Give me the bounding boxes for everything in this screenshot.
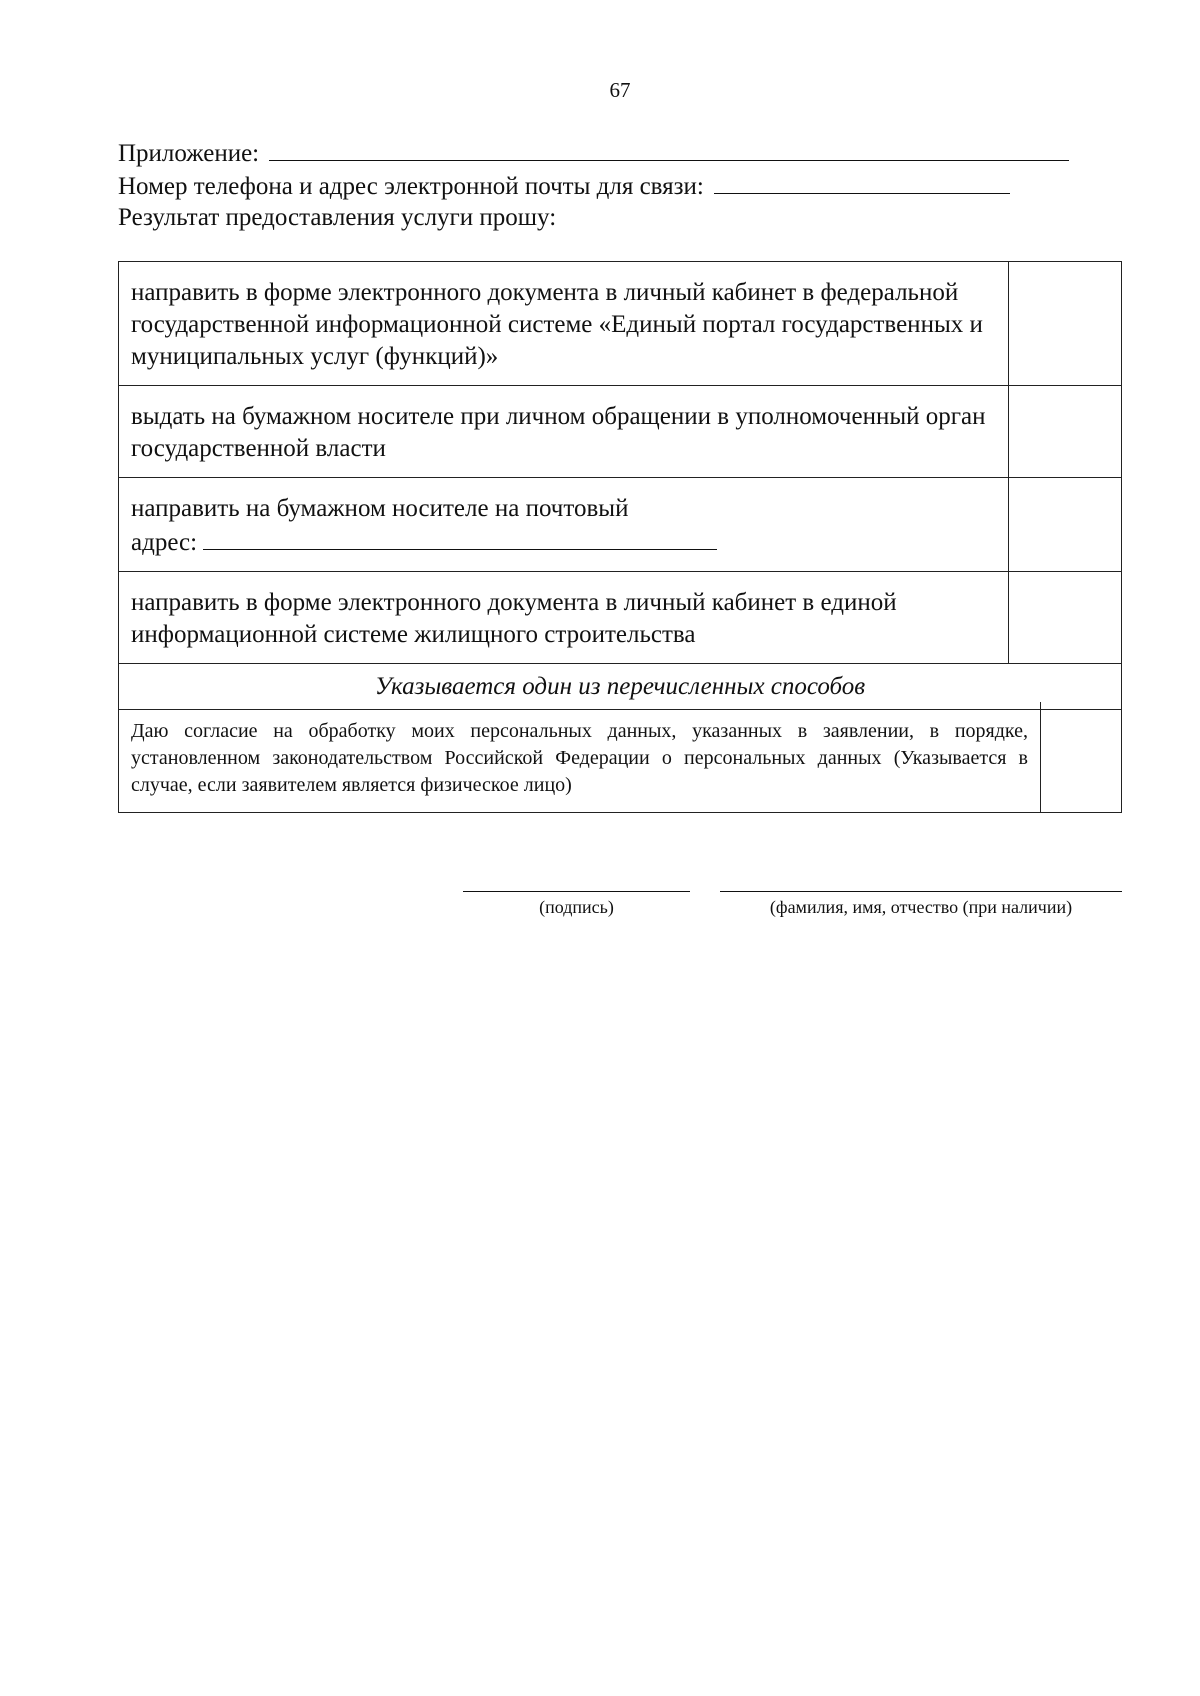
contact-row bbox=[118, 171, 1010, 202]
consent-text: Даю согласие на обработку моих персональных данных, указанных в заявлении, в порядке, установленном законодательством Российской Федерации о персональных данных (Указывается в случае, если заявителем является физическое лицо) bbox=[119, 702, 1041, 813]
postal-address-field[interactable] bbox=[203, 525, 717, 550]
postal-address-label: адрес: bbox=[131, 529, 198, 556]
option-row bbox=[119, 572, 1122, 664]
consent-table bbox=[118, 702, 1122, 813]
option-checkbox[interactable] bbox=[1009, 478, 1122, 572]
option-text: направить в форме электронного документа в личный кабинет в единой информационной системе жилищного строительства bbox=[119, 572, 1009, 664]
consent-checkbox[interactable] bbox=[1041, 702, 1122, 813]
signature-line[interactable] bbox=[463, 891, 690, 892]
option-text: направить в форме электронного документа в личный кабинет в федеральной государственной информационной системе «Единый портал государственных и муниципальных услуг (функций)» bbox=[119, 262, 1009, 386]
option-row bbox=[119, 478, 1122, 572]
consent-row bbox=[119, 702, 1122, 813]
attachment-row bbox=[118, 138, 1069, 169]
option-checkbox[interactable] bbox=[1009, 386, 1122, 478]
attachment-field[interactable] bbox=[269, 138, 1069, 161]
option-text: выдать на бумажном носителе при личном обращении в уполномоченный орган государственной власти bbox=[119, 386, 1009, 478]
result-label: Результат предоставления услуги прошу: bbox=[118, 204, 557, 231]
option-postal-cell bbox=[119, 478, 1009, 572]
contact-field[interactable] bbox=[714, 171, 1010, 194]
option-checkbox[interactable] bbox=[1009, 572, 1122, 664]
signature-caption: (подпись) bbox=[539, 897, 614, 917]
delivery-options-table bbox=[118, 261, 1122, 710]
options-note: Указывается один из перечисленных способов bbox=[119, 664, 1122, 710]
page-number: 67 bbox=[609, 78, 631, 102]
option-checkbox[interactable] bbox=[1009, 262, 1122, 386]
option-text-line: направить на бумажном носителе на почтовый bbox=[131, 495, 629, 522]
full-name-line[interactable] bbox=[720, 891, 1122, 892]
attachment-label: Приложение: bbox=[118, 140, 260, 167]
option-row bbox=[119, 262, 1122, 386]
full-name-caption: (фамилия, имя, отчество (при наличии) bbox=[769, 897, 1073, 917]
contact-label: Номер телефона и адрес электронной почты для связи: bbox=[118, 173, 704, 200]
option-row bbox=[119, 386, 1122, 478]
